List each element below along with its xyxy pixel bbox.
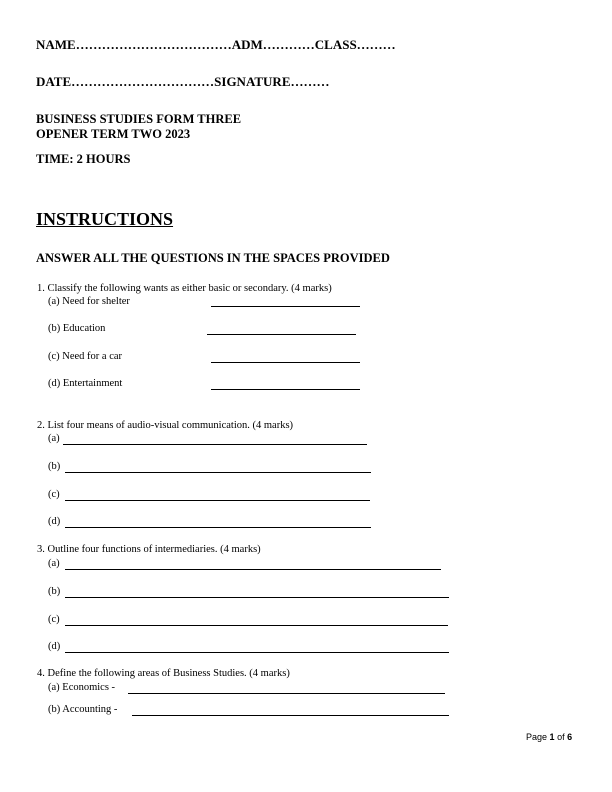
q2-item-c: (c)	[48, 489, 60, 500]
time-title: TIME: 2 HOURS	[36, 152, 131, 166]
q1-item-c: (c) Need for a car	[48, 351, 123, 362]
page-label: Page	[526, 732, 548, 742]
instructions-heading: INSTRUCTIONS	[36, 209, 174, 229]
question-1: 1. Classify the following wants as either basic or secondary. (4 marks)	[37, 283, 332, 294]
page-current: 1	[549, 732, 555, 742]
q2-item-b: (b)	[48, 461, 61, 472]
q2-item-a: (a)	[48, 433, 60, 444]
q1-item-a: (a) Need for shelter	[48, 296, 130, 307]
q4-item-b: (b) Accounting -	[48, 704, 118, 715]
name-adm-class-line: NAME………………………………ADM…………CLASS………	[36, 37, 396, 52]
q1-item-b: (b) Education	[48, 323, 106, 334]
q4-item-a: (a) Economics -	[48, 682, 116, 693]
q2-answer-line-d[interactable]	[65, 527, 371, 528]
subject-title: BUSINESS STUDIES FORM THREE	[36, 112, 242, 126]
q3-answer-line-b[interactable]	[65, 597, 449, 598]
q1-answer-line-d[interactable]	[211, 389, 360, 390]
q2-answer-line-a[interactable]	[63, 444, 367, 445]
q2-answer-line-b[interactable]	[65, 472, 371, 473]
q4-answer-line-a[interactable]	[128, 693, 445, 694]
q1-answer-line-a[interactable]	[211, 306, 360, 307]
q1-item-d: (d) Entertainment	[48, 378, 123, 389]
date-signature-line: DATE……………………………SIGNATURE………	[36, 74, 330, 89]
q1-answer-line-b[interactable]	[207, 334, 356, 335]
q1-answer-line-c[interactable]	[211, 362, 360, 363]
q3-answer-line-d[interactable]	[65, 652, 449, 653]
q3-answer-line-c[interactable]	[65, 625, 448, 626]
page-number	[526, 732, 572, 742]
q2-answer-line-c[interactable]	[65, 500, 370, 501]
page-total: 6	[567, 732, 573, 742]
q3-item-a: (a)	[48, 558, 60, 569]
q3-item-b: (b)	[48, 586, 61, 597]
page-of: of	[557, 732, 565, 742]
question-4: 4. Define the following areas of Business Studies. (4 marks)	[37, 668, 290, 679]
q4-answer-line-b[interactable]	[132, 715, 449, 716]
q3-answer-line-a[interactable]	[65, 569, 441, 570]
instructions-text: ANSWER ALL THE QUESTIONS IN THE SPACES PROVIDED	[36, 251, 390, 265]
question-3: 3. Outline four functions of intermediaries. (4 marks)	[37, 544, 261, 555]
term-title: OPENER TERM TWO 2023	[36, 127, 191, 141]
q3-item-d: (d)	[48, 641, 61, 652]
q3-item-c: (c)	[48, 614, 60, 625]
question-2: 2. List four means of audio-visual communication. (4 marks)	[37, 420, 294, 431]
q2-item-d: (d)	[48, 516, 61, 527]
